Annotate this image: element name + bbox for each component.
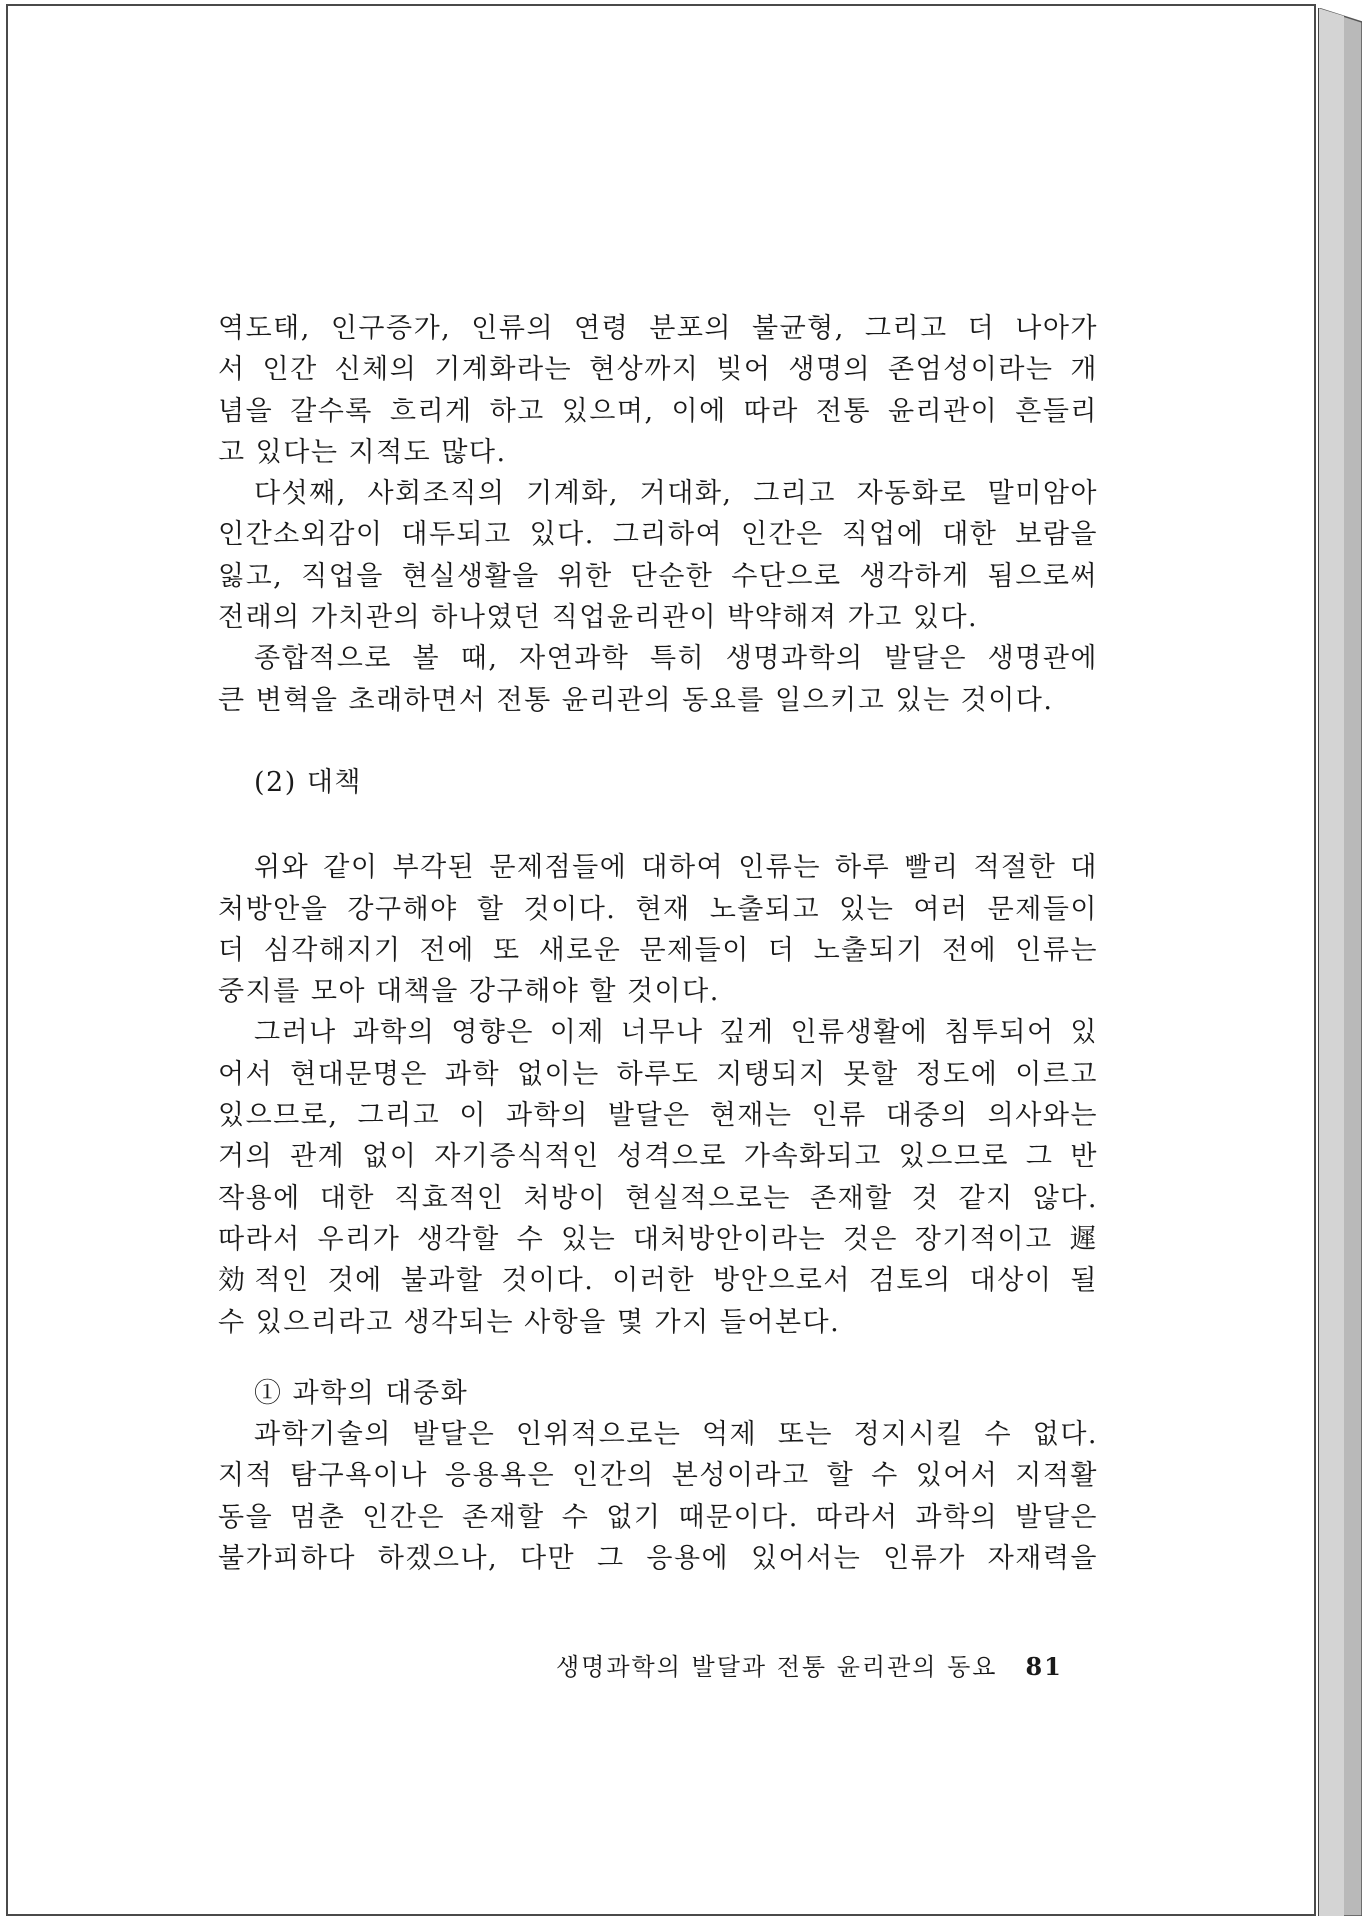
page-footer [556,1647,1063,1682]
text-line: 종합적으로 볼 때, 자연과학 특히 생명과학의 발달은 생명관에 [254,643,1098,675]
text-line: 다섯째, 사회조직의 기계화, 거대화, 그리고 자동화로 말미암아 [254,478,1098,510]
text-line: 동을 멈춘 인간은 존재할 수 없기 때문이다. 따라서 과학의 발달은 [218,1501,1098,1533]
text-line: 거의 관계 없이 자기증식적인 성격으로 가속화되고 있으므로 그 반 [218,1141,1098,1173]
spacer [218,1343,1098,1373]
page-number: 81 [1025,1652,1063,1681]
paragraph-5 [218,1012,1098,1342]
text-line: 서 인간 신체의 기계화라는 현상까지 빚어 생명의 존엄성이라는 개 [218,354,1098,386]
page-edge-shadow [1318,8,1362,1916]
section-heading: (2) 대책 [254,766,362,798]
paragraph-4 [218,847,1098,1012]
text-line: 지적 탐구욕이나 응용욕은 인간의 본성이라고 할 수 있어서 지적활 [218,1460,1098,1492]
text-line: 중지를 모아 대책을 강구해야 할 것이다. [218,976,720,1008]
text-line: 전래의 가치관의 하나였던 직업윤리관이 박약해져 가고 있다. [218,602,979,634]
text-line: 과학기술의 발달은 인위적으로는 억제 또는 정지시킬 수 없다. [254,1419,1098,1451]
paragraph-2 [218,473,1098,638]
page-body [218,308,1098,1579]
text-line: 인간소외감이 대두되고 있다. 그리하여 인간은 직업에 대한 보람을 [218,519,1098,551]
text-line: 불가피하다 하겠으나, 다만 그 응용에 있어서는 인류가 자재력을 [218,1543,1098,1575]
text-line: 고 있다는 지적도 많다. [218,436,507,468]
text-line: 있으므로, 그리고 이 과학의 발달은 현재는 인류 대중의 의사와는 [218,1100,1098,1132]
running-title: 생명과학의 발달과 전통 윤리관의 동요 [556,1653,998,1681]
text-line: 처방안을 강구해야 할 것이다. 현재 노출되고 있는 여러 문제들이 [218,893,1098,925]
text-line: 따라서 우리가 생각할 수 있는 대처방안이라는 것은 장기적이고 遲 [218,1223,1098,1255]
text-line: 어서 현대문명은 과학 없이는 하루도 지탱되지 못할 정도에 이르고 [218,1058,1098,1090]
text-line: 작용에 대한 직효적인 처방이 현실적으로는 존재할 것 같지 않다. [218,1182,1098,1214]
text-line: 큰 변혁을 초래하면서 전통 윤리관의 동요를 일으키고 있는 것이다. [218,684,1054,716]
text-line: 그러나 과학의 영향은 이제 너무나 깊게 인류생활에 침투되어 있 [254,1017,1098,1049]
spacer [218,803,1098,847]
paragraph-6 [218,1414,1098,1579]
paragraph-1 [218,308,1098,473]
text-line: 잃고, 직업을 현실생활을 위한 단순한 수단으로 생각하게 됨으로써 [218,560,1098,592]
spacer [218,721,1098,762]
text-line: 더 심각해지기 전에 또 새로운 문제들이 더 노출되기 전에 인류는 [218,934,1098,966]
text-line: 념을 갈수록 흐리게 하고 있으며, 이에 따라 전통 윤리관이 흔들리 [218,395,1098,427]
text-line: 수 있으리라고 생각되는 사항을 몇 가지 들어본다. [218,1306,841,1338]
paragraph-3 [218,638,1098,721]
subsection-heading: ① 과학의 대중화 [254,1377,469,1409]
text-line: 역도태, 인구증가, 인류의 연령 분포의 불균형, 그리고 더 나아가 [218,313,1098,344]
text-line: 위와 같이 부각된 문제점들에 대하여 인류는 하루 빨리 적절한 대 [254,852,1098,884]
text-line: 効적인 것에 불과할 것이다. 이러한 방안으로서 검토의 대상이 될 [218,1265,1098,1297]
